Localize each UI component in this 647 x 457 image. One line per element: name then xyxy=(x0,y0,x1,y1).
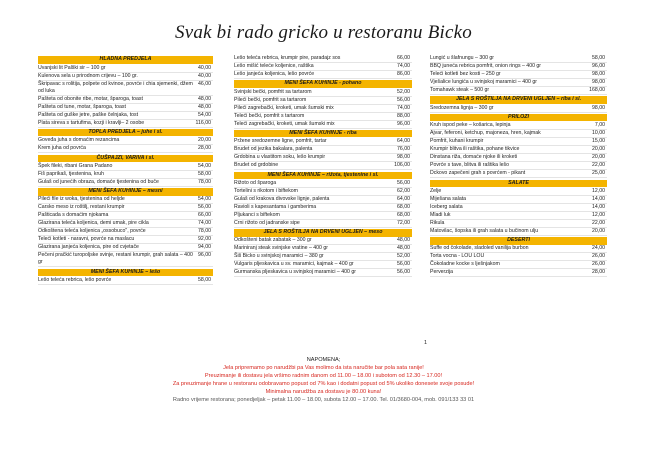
menu-column-3 xyxy=(430,55,607,277)
menu-item-price: 10,00 xyxy=(592,130,605,137)
menu-item-name: Pašteta od guške jetre, paške čelnjaka, tost xyxy=(38,111,139,118)
menu-item xyxy=(38,73,213,81)
menu-item-name: Pržene sredozemne ligne, pomfrit, tartar xyxy=(234,138,327,145)
menu-item-price: 48,00 xyxy=(397,237,410,244)
menu-item-price: 20,00 xyxy=(198,137,211,144)
menu-item-name: Plata sireva s tartufima, kozji i kravlji– 2 osobe xyxy=(38,119,145,126)
menu-item xyxy=(234,269,412,277)
menu-item xyxy=(38,179,213,187)
notes-minimum-order: Minimalna narudžba za dostavu je 80.00 kuna! xyxy=(265,389,382,396)
menu-title: Svak bi rado gricko u restoranu Bicko xyxy=(175,22,472,43)
menu-item-name: Mladi luk xyxy=(430,211,451,218)
menu-item-price: 72,00 xyxy=(397,219,410,226)
menu-item xyxy=(234,212,412,220)
menu-item-name: Odkoštena teleća koljenica „ossobuco", povrće xyxy=(38,228,146,235)
menu-item xyxy=(430,71,607,79)
menu-item xyxy=(234,138,412,146)
menu-item-name: Uvanjski lit Palški sir – 100 gr xyxy=(38,64,106,71)
menu-item-price: 76,00 xyxy=(397,146,410,153)
menu-item xyxy=(430,212,607,220)
menu-item-price: 20,00 xyxy=(592,154,605,161)
menu-item-name: Teleći kotleti bez kosti – 250 gr xyxy=(430,71,501,77)
menu-item-price: 66,00 xyxy=(198,212,211,219)
menu-item-price: 68,00 xyxy=(397,211,410,218)
menu-item xyxy=(234,188,412,196)
menu-item xyxy=(38,277,213,285)
menu-item-name: Pašticada s domaćim njokama xyxy=(38,212,109,219)
menu-item-price: 15,00 xyxy=(592,138,605,145)
menu-item-name: Krumpir blitva ili raštika, pohane tikvice xyxy=(430,146,520,153)
menu-item xyxy=(38,65,213,73)
menu-item-price: 28,00 xyxy=(198,145,211,152)
section-header: JELA S ROŠTILJA NA DRVENI UGLJEN – riba i sl. xyxy=(430,96,607,103)
menu-item-price: 22,00 xyxy=(592,219,605,226)
menu-item xyxy=(430,87,607,95)
menu-item-price: 56,00 xyxy=(397,96,410,103)
menu-item xyxy=(38,120,213,128)
menu-item-name: Grdobina u vlastitom soku, lešo krumpir xyxy=(234,154,326,161)
menu-item-price: 58,00 xyxy=(198,170,211,177)
menu-item-name: Iceberg salata xyxy=(430,203,463,210)
menu-item-name: Špek fileki, ribani Grana Padano xyxy=(38,162,113,169)
menu-item xyxy=(430,228,607,236)
menu-item xyxy=(234,97,412,105)
menu-item xyxy=(234,237,412,245)
menu-item-price: 62,00 xyxy=(397,187,410,194)
menu-item-name: Pašteta od obonite ribe, motar, šparoga, toast xyxy=(38,95,143,102)
menu-item-price: 86,00 xyxy=(397,71,410,77)
menu-item xyxy=(234,63,412,71)
menu-item-name: Tomahawk steak – 500 gr xyxy=(430,87,490,93)
menu-item xyxy=(430,105,607,113)
menu-item-name: BBQ juneća rebrica pomfrit, onion rings – 400 gr xyxy=(430,63,542,69)
menu-item xyxy=(38,252,213,267)
menu-column-1 xyxy=(38,55,213,285)
notes-section xyxy=(0,356,647,405)
menu-item-price: 74,00 xyxy=(198,220,211,227)
section-header: SALATE xyxy=(430,180,607,187)
menu-item xyxy=(38,104,213,112)
menu-item-name: Goveđa juha s domaćim rezancima xyxy=(38,137,120,144)
menu-item xyxy=(38,220,213,228)
menu-item-name: Dckovo zapečeni grah s povrćem - pikant xyxy=(430,170,526,177)
menu-item-name: Svinjski bečki, pomfrit sa tartarom xyxy=(234,88,312,95)
menu-item xyxy=(430,122,607,130)
menu-item-name: Carsko meso iz roštilj, restani krumpir xyxy=(38,204,125,211)
section-header: ČUŠPAJZI, VARIVA i sl. xyxy=(38,155,213,162)
menu-item-name: Lešo teleća rebrica, lešo povrće xyxy=(38,276,112,283)
menu-item-price: 52,00 xyxy=(397,88,410,95)
menu-item-name: Torta vocna - LOU LOU xyxy=(430,253,485,260)
menu-item-name: Pileći zagrebački, kroketi, umak šumski mix xyxy=(234,104,334,111)
menu-item xyxy=(234,121,412,129)
menu-item xyxy=(234,55,412,63)
menu-item-price: 28,00 xyxy=(592,269,605,276)
menu-item-name: Šiš Bicko u svinjskoj maramici – 380 gr xyxy=(234,253,324,260)
menu-item xyxy=(234,146,412,154)
menu-item-name: Glazirana janjeća koljenica, pire od cvjetače xyxy=(38,244,139,251)
menu-item-name: Perverzija xyxy=(430,269,454,276)
notes-opening-hours: Radno vrijeme restorana; ponedjeljak – petak 11.00 – 18.00, subota 12.00 – 17.00. Tel. 01/3680-004, mob. 091/133 33 01 xyxy=(172,397,475,404)
menu-item-name: Vješalice lungića u svinjskoj maramici – 400 gr xyxy=(430,79,537,85)
menu-item xyxy=(234,196,412,204)
menu-item-name: Dinstana riža, domaće njoke ili kroketi xyxy=(430,154,518,161)
menu-item-name: Tortelini s rikotom i biftekom xyxy=(234,187,298,194)
menu-column-2 xyxy=(234,55,412,277)
menu-item xyxy=(430,245,607,253)
menu-item-price: 20,00 xyxy=(592,227,605,234)
menu-item xyxy=(234,113,412,121)
menu-item xyxy=(38,171,213,179)
section-header: MENI ŠEFA KUHINJE – rižota, tjestenine i sl. xyxy=(234,172,412,179)
menu-item xyxy=(38,112,213,120)
menu-item xyxy=(430,138,607,146)
menu-item-name: Povrće s tave, blitva ili raštika lešo xyxy=(430,162,509,169)
menu-item-name: Gurmanska pljeskavica u svinjskoj maramici – 400 gr xyxy=(234,269,356,276)
section-header: MENI ŠEFA KUHINJE - riba xyxy=(234,130,412,137)
menu-item-price: 96,00 xyxy=(592,63,605,69)
menu-item xyxy=(38,212,213,220)
menu-item xyxy=(234,220,412,228)
menu-item-name: Brudet od grdobine xyxy=(234,162,279,169)
menu-item-name: Zelje xyxy=(430,187,442,194)
menu-item-price: 64,00 xyxy=(397,138,410,145)
menu-item-name: Fiš paprikaš, tjestenina, kruh xyxy=(38,170,105,177)
menu-item xyxy=(38,228,213,236)
menu-item-name: Lešo janjeća koljenica, lešo povrće xyxy=(234,71,315,77)
menu-item-name: Krem juha od povrća xyxy=(38,145,86,152)
section-header: MENI ŠEFA KUHINJE – lešo xyxy=(38,269,213,276)
menu-item-name: Lungić u šlafnungu – 300 gr xyxy=(430,55,495,61)
menu-item-price: 12,00 xyxy=(592,211,605,218)
menu-item-price: 24,00 xyxy=(592,245,605,252)
section-header: TOPLA PREDJELA – juhe i sl. xyxy=(38,129,213,136)
menu-item-price: 98,00 xyxy=(592,79,605,85)
menu-item-name: Glazirana teleća koljenica, demi umak, pire cikla xyxy=(38,220,149,227)
menu-item-price: 68,00 xyxy=(397,203,410,210)
menu-item-price: 96,00 xyxy=(397,120,410,127)
menu-item-name: Gulaš od krakova divovske lignje, palenta xyxy=(234,195,330,202)
menu-item-name: Kulenova sela u prirodnom crijevu – 100 gr. xyxy=(38,72,138,79)
menu-item-price: 7,00 xyxy=(594,122,605,129)
menu-item-price: 22,00 xyxy=(592,162,605,169)
menu-item xyxy=(38,96,213,104)
menu-item-price: 26,00 xyxy=(592,253,605,260)
menu-item-price: 46,00 xyxy=(198,80,211,87)
menu-item-name: Gulaš od junećih obraza, domaće tjestenina od buče xyxy=(38,178,159,185)
menu-item-price: 54,00 xyxy=(198,111,211,118)
page-number: 1 xyxy=(424,340,428,346)
menu-item-price: 98,00 xyxy=(592,71,605,77)
menu-item-name: Sredozemna lignja – 300 gr xyxy=(430,104,494,111)
menu-item-price: 88,00 xyxy=(397,112,410,119)
menu-item-price: 78,00 xyxy=(198,228,211,235)
menu-item-price: 98,00 xyxy=(592,104,605,111)
menu-item-name: Suffe od čokolade, sladoled vanilija burbon xyxy=(430,245,529,252)
menu-item-price: 96,00 xyxy=(198,252,211,259)
menu-item-price: 40,00 xyxy=(198,72,211,79)
section-header: DESERTI xyxy=(430,237,607,244)
menu-item xyxy=(38,204,213,212)
menu-item xyxy=(430,170,607,178)
menu-item-name: Rikula xyxy=(430,219,445,226)
menu-item-price: 58,00 xyxy=(198,276,211,283)
menu-item-name: Miješana salata xyxy=(430,195,467,202)
menu-item xyxy=(430,63,607,71)
menu-item-name: Rižoto od šparoga xyxy=(234,179,277,186)
menu-item-name: Ajvar, feferoni, ketchup, majoneza, hren, kajmak xyxy=(430,130,541,137)
menu-item-name: Matovilac, šopska ili grah salata u bučinom ulju xyxy=(430,227,539,234)
menu-item xyxy=(234,204,412,212)
section-header: MENI ŠEFA KUHINJE – mesni xyxy=(38,188,213,195)
menu-item-name: Teleći zagrebački, kroketi, umak šumski mix xyxy=(234,120,335,127)
section-header: PRILOZI xyxy=(430,114,607,121)
menu-item-name: Pečeni pračkić turopoljske svinje, restani krumpir, grah salata – 400 gr xyxy=(38,252,193,266)
menu-item-name: Lešo teleća rebrica, krumpir pire, paradajz sos xyxy=(234,55,341,61)
menu-item-name: Pomfrit, kuhani krumpir xyxy=(430,138,484,145)
menu-item-price: 94,00 xyxy=(198,244,211,251)
menu-item-price: 56,00 xyxy=(397,179,410,186)
menu-item-name: Pileći file iz woka, tjestenina od heljde xyxy=(38,196,125,203)
menu-item-price: 64,00 xyxy=(397,195,410,202)
menu-item xyxy=(234,253,412,261)
menu-item-name: Mariniranj steak svinjske vratine – 400 gr xyxy=(234,245,328,252)
menu-item-price: 98,00 xyxy=(397,154,410,161)
menu-item xyxy=(430,162,607,170)
menu-item xyxy=(430,220,607,228)
menu-item xyxy=(38,145,213,153)
notes-discount: Za preuzimanje hrane u restoranu odobravamo popust od 7% kao i dodatni popust od 5% ukoliko donesete svoje posude! xyxy=(172,381,475,388)
menu-item-name: Odkošteni batak zabatak – 300 gr xyxy=(234,237,312,244)
menu-item-price: 58,00 xyxy=(592,55,605,61)
section-header: JELA S ROŠTILJA NA DRVENI UGLJEN – meso xyxy=(234,229,412,236)
menu-item-name: Škripavac s rolitija, polpete od kvinoe, povrće i chia sjemenki, džem od luka xyxy=(38,80,193,94)
menu-item xyxy=(38,81,213,96)
menu-item-price: 56,00 xyxy=(198,204,211,211)
menu-item-price: 12,00 xyxy=(592,187,605,194)
menu-item-name: Čokoladne kocke s lješnjakom xyxy=(430,261,500,268)
menu-item-price: 14,00 xyxy=(592,203,605,210)
menu-item xyxy=(430,204,607,212)
menu-item-name: Teleći bečki, pomfrit s tartarom xyxy=(234,112,305,119)
menu-item xyxy=(430,154,607,162)
menu-item-price: 168,00 xyxy=(589,87,605,93)
menu-item-price: 48,00 xyxy=(198,95,211,102)
menu-item-price: 25,00 xyxy=(592,170,605,177)
notes-pickup-hours: Preuzimanje ili dostavu jela vršimo radnim danom od 11.00 – 18.00 i subotom od 12.30 – 17.00! xyxy=(204,373,443,380)
menu-item xyxy=(38,236,213,244)
menu-item xyxy=(38,163,213,171)
menu-item-price: 78,00 xyxy=(198,178,211,185)
menu-item xyxy=(234,162,412,170)
menu-item-price: 56,00 xyxy=(397,261,410,268)
menu-item xyxy=(430,130,607,138)
menu-item-name: Pašteta od tune, motar, šparoga, toast xyxy=(38,103,126,110)
menu-item xyxy=(234,89,412,97)
notes-heading: NAPOMENA; xyxy=(306,357,341,363)
menu-item-price: 54,00 xyxy=(198,196,211,203)
menu-item-price: 52,00 xyxy=(397,253,410,260)
menu-item-price: 26,00 xyxy=(592,261,605,268)
menu-item xyxy=(430,146,607,154)
menu-item-price: 116,00 xyxy=(195,119,211,126)
menu-item xyxy=(430,55,607,63)
menu-item xyxy=(430,79,607,87)
menu-item xyxy=(430,196,607,204)
menu-item-name: Teleći kotleti - naravni, povrće na maslacu xyxy=(38,236,135,243)
menu-item-price: 92,00 xyxy=(198,236,211,243)
notes-order-ahead: Jela pripremamo po narudžbi pa Vas molimo da ista naručite bar pola sata ranije! xyxy=(223,365,424,372)
section-header: MENI ŠEFA KUHINJE - pohano xyxy=(234,80,412,87)
menu-item-name: Brudet od jezika bakalara, palenta xyxy=(234,146,313,153)
menu-item-name: Crni rižoto od jadranske sipe xyxy=(234,219,300,226)
menu-item-price: 66,00 xyxy=(397,55,410,61)
menu-item-name: Pljukanci s biftekom xyxy=(234,211,280,218)
menu-item-price: 48,00 xyxy=(198,103,211,110)
menu-item xyxy=(234,261,412,269)
menu-item-price: 106,00 xyxy=(394,162,410,169)
menu-item xyxy=(430,188,607,196)
menu-item-name: Kruh ispod peke – košarica, lepinja xyxy=(430,122,511,129)
menu-item xyxy=(234,154,412,162)
menu-item xyxy=(38,137,213,145)
menu-item-price: 48,00 xyxy=(397,245,410,252)
menu-item-price: 54,00 xyxy=(198,162,211,169)
menu-item-name: Lešo mišić teleće koljenice, raštika xyxy=(234,63,314,69)
menu-item xyxy=(38,196,213,204)
section-header: HLADNA PREDJELA xyxy=(38,56,213,63)
menu-item xyxy=(234,105,412,113)
menu-item-price: 20,00 xyxy=(592,146,605,153)
menu-item xyxy=(38,244,213,252)
menu-item-price: 40,00 xyxy=(198,64,211,71)
menu-item xyxy=(430,269,607,277)
menu-item-name: Pileći bečki, pomfrit sa tartarom xyxy=(234,96,307,103)
menu-item-price: 74,00 xyxy=(397,63,410,69)
menu-item-price: 74,00 xyxy=(397,104,410,111)
menu-item-price: 56,00 xyxy=(397,269,410,276)
menu-item-name: Ravioli s kapesantama i gamberima xyxy=(234,203,317,210)
menu-item xyxy=(234,71,412,79)
menu-item-price: 14,00 xyxy=(592,195,605,202)
menu-item xyxy=(234,180,412,188)
menu-item-name: Vulgaris pljeskavica u sv. maramici, kajmak – 400 gr xyxy=(234,261,354,268)
menu-item xyxy=(430,261,607,269)
